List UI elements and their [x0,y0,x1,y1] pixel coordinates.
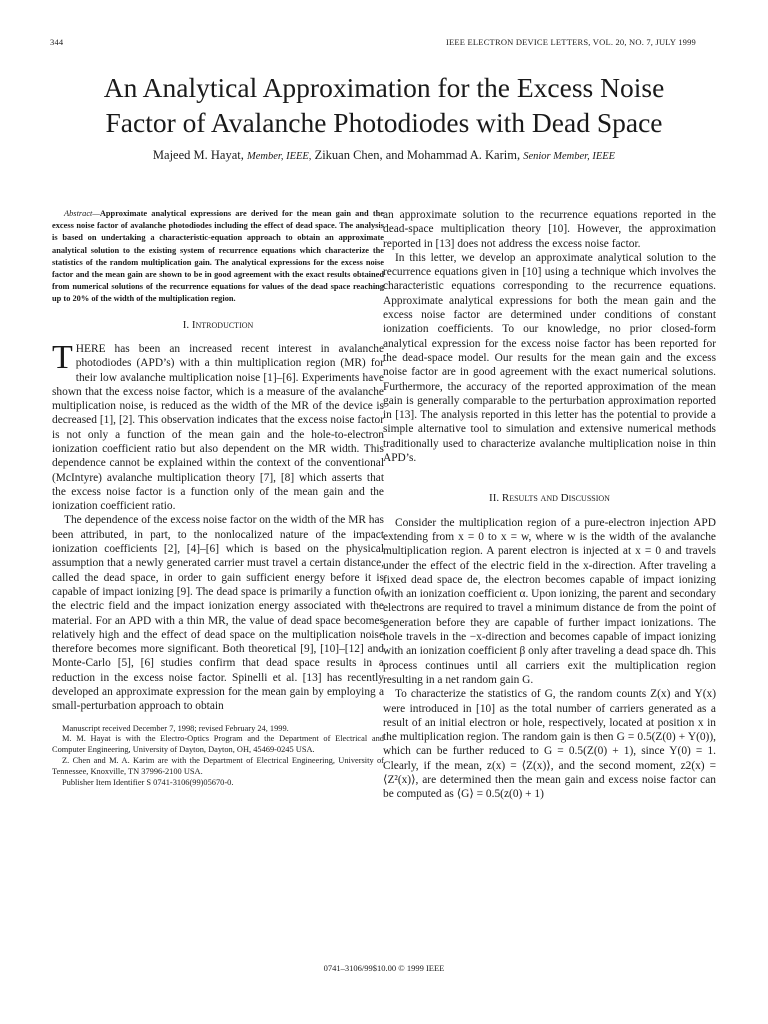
author-list [20,148,748,163]
footnote-publisher-id: Publisher Item Identifier S 0741-3106(99)05670-0. [62,777,234,787]
author-1: Majeed M. Hayat, [152,148,244,162]
intro-paragraph-1-text: HERE has been an increased recent interest in avalanche photodiodes (APD’s) with a thin multiplication region (MR) for their low avalanche multiplication noise [1]–[6]. Experiments have shown that the excess noise factor, which is a measure of the avalanche multiplication noise, is reduced as the width of the MR of the device is decreased [1], [2]. This observation indicates that the excess noise factor is not only a function of the mean gain and the hole-to-electron ionization coefficient ratio but also dependent on the MR width. This dependence cannot be explained within the context of the conventional (McIntyre) avalanche multiplication theory [7], [8] which asserts that the excess noise factor is a function only of the mean gain and the ionization coefficient ratio. [52,342,384,513]
drop-cap: T [52,338,73,376]
results-paragraph-2: To characterize the statistics of G, the random counts Z(x) and Y(x) were introduced in [10] as the total number of carriers generated as a result of an initial electron or hole, respectively, located at position x in the multiplication region. The random gain is then G = 0.5(Z(0) + Y(0)), which can be further reduced to G = 0.5(Z(0) + 1), since Y(0) = 1. Clearly, if the mean, z(x) = ⟨Z(x)⟩, and the second moment, z2(x) = ⟨Z²(x)⟩, are determined then the mean gain and excess noise factor can be computed as ⟨G⟩ = 0.5(z(0) + 1) [383,688,716,801]
left-column [52,208,384,788]
footnote-hayat: M. M. Hayat is with the Electro-Optics Program and the Department of Electrical and Computer Engineering, University of Dayton, Dayton, OH, 45469-0245 USA. [52,734,384,755]
author-3-role: Senior Member, IEEE [523,151,616,162]
right-paragraph-2: In this letter, we develop an approximate analytical solution to the recurrence equations given in [10] using a technique which involves the characteristic equations corresponding to the recurrence equations. Approximate analytical expressions for both the mean gain and the excess noise factor are determined under conditions of constant ionization coefficients. To our knowledge, no prior closed-form analytical expression for the excess noise factor has been reported for the dead-space model. Our results for the mean gain and the excess noise factor are in good agreement with the exact numerical solutions. Furthermore, the accuracy of the reported approximation of the mean gain is generally comparable to the perturbation approximation reported in [13]. The analysis reported in this letter has the potential to provide a simple alternative tool to simulation and extensive numerical methods traditionally used to characterize avalanche multiplication noise in thin APD’s. [383,251,716,465]
footnotes [52,724,384,789]
intro-paragraph-2: The dependence of the excess noise factor on the width of the MR has been attributed, in part, to the nonlocalized nature of the impact ionization coefficients [2], [4]–[6] which is based on the physical assumption that a newly generated carrier must travel a certain distance, called the dead space, in order to gain sufficient energy before it is capable of impact ionizing [9]. The dead space is primarily a function of the electric field and the impact ionization energy associated with the material. For an APD with a thin MR, the value of dead space becomes relatively high and the effect of dead space on the multiplication noise therefore becomes more significant. Both theoretical [9], [10]–[12] and Monte-Carlo [5], [6] studies confirm that dead space results in a reduction in the excess noise factor. Spinelli et al. [13] has recently developed an approximate expression for the mean gain by employing a small-perturbation approach to obtain [52,514,384,713]
section-heading-introduction: I. Introduction [182,318,254,331]
abstract-text: Approximate analytical expressions are derived for the mean gain and the excess noise factor of avalanche photodiodes including the effect of dead space. The analysis is based on undertaking a characteristic-equation approach to obtain an approximate analytical solution to the existing system of recurrence equations which characterize the statistics of the random multiplication gain. The analytical expressions for the excess noise factor and the mean gain are shown to be in good agreement with the exact results obtained from numerical solutions of the recurrence equations for values of the dead space reaching up to 20% of the width of the multiplication region. [52,209,384,304]
title-line-1: An Analytical Approximation for the Excess Noise [103,72,665,103]
copyright-footer: 0741–3106/99$10.00 © 1999 IEEE [323,963,445,973]
abstract [52,208,384,306]
abstract-label: Abstract— [64,209,100,218]
footnote-chen-karim: Z. Chen and M. A. Karim are with the Department of Electrical Engineering, University of Tennessee, Knoxville, TN 37996-2100 USA. [52,756,384,776]
title-line-2: Factor of Avalanche Photodiodes with Dead Space [105,107,663,138]
author-1-role: Member, IEEE, [247,151,312,162]
footnote-received: Manuscript received December 7, 1998; revised February 24, 1999. [62,723,289,733]
right-column [383,208,716,802]
section-spacer [383,465,716,479]
page-number: 344 [50,37,64,47]
author-2-3: Zikuan Chen, and Mohammad A. Karim, [314,148,521,162]
right-paragraph-1: an approximate solution to the recurrence equations reported in the dead-space multiplication theory [10]. However, the approximation reported in [13] does not address the excess noise factor. [383,209,716,250]
journal-citation: IEEE ELECTRON DEVICE LETTERS, VOL. 20, NO. 7, JULY 1999 [445,37,696,47]
section-heading-results: II. Results and Discussion [489,492,610,505]
intro-paragraph-1 [52,338,384,514]
paper-title [30,70,738,140]
results-paragraph-1: Consider the multiplication region of a pure-electron injection APD extending from x = 0 to x = w, where w is the width of the avalanche multiplication region. A parent electron is injected at x = 0 and travels under the effect of the electric field in the x-direction. After traveling a fixed dead space de, the electron becomes capable of impact ionizing with an ionization coefficient α. Upon ionizing, the parent and secondary electrons are required to travel a minimum distance de from the point of generation before they are capable of further impact ionizations. The hole travels in the −x-direction and becomes capable of impact ionizing with an ionization coefficient β only after traveling a dead space dh. This process continues until all carriers exit the multiplication region resulting in a net random gain G. [383,516,716,686]
